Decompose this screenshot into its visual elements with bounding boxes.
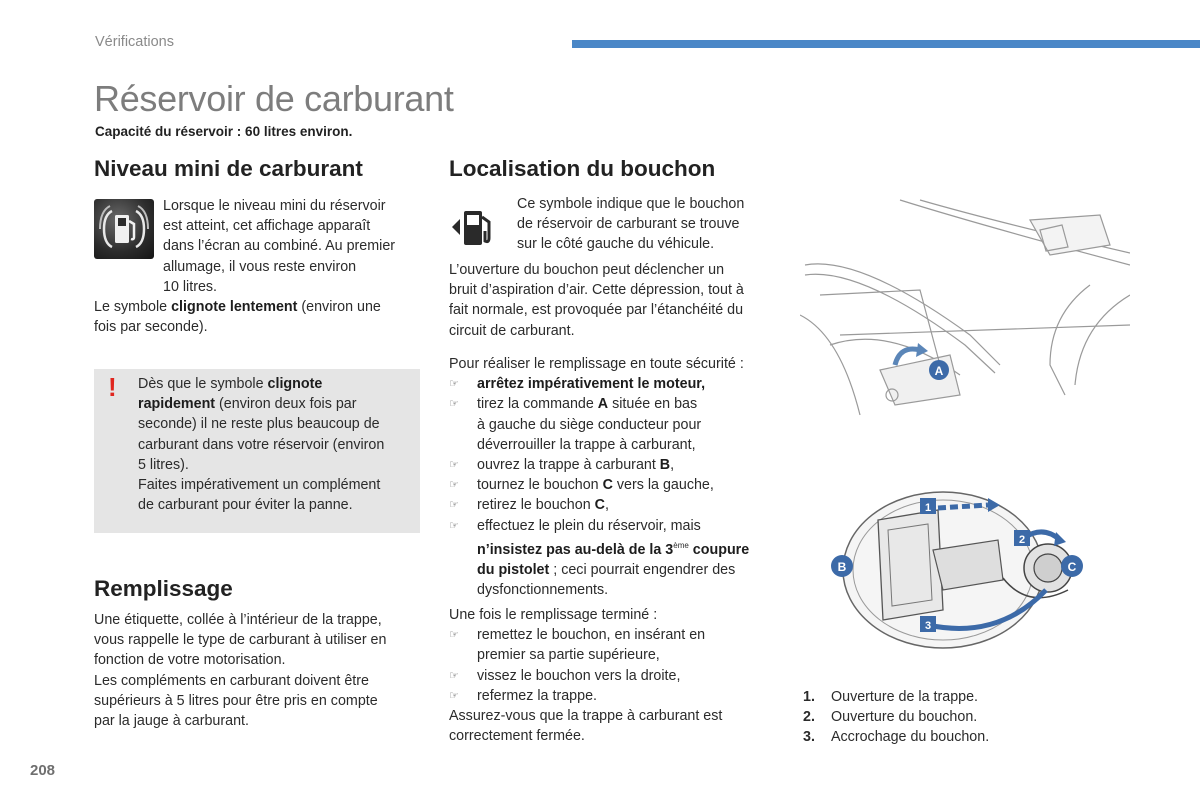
step-1-marker: 1	[924, 502, 932, 514]
legend-item: 1. Ouverture de la trappe.	[803, 689, 979, 705]
warning-exclamation-icon: !	[108, 372, 117, 402]
capacity-note: Capacité du réservoir : 60 litres environ.	[95, 124, 353, 139]
step-item: ☞ arrêtez impérativement le moteur,	[449, 374, 779, 394]
heading-remplissage: Remplissage	[94, 576, 233, 601]
refuel-steps: Pour réaliser le remplissage en toute sécurité : ☞ arrêtez impérativement le moteur, ☞ tirez la commande A située en bas à gauche du siège conducteur pour déverrouiller la trappe à carburant, ☞ ouvrez la trappe à carburant B, ☞ tournez le bouchon C vers la gauche, ☞ retirez le bouchon C, ☞ effectuez le plein du réservoir, mais n’insistez pas au-delà de la 3ème coupure du pistolet ; ceci pourrait engendrer des dysfonctionnements.	[449, 354, 779, 600]
hand-pointer-icon: ☞	[449, 689, 459, 702]
step-item: ☞ retirez le bouchon C,	[449, 495, 779, 515]
section-label: Vérifications	[95, 34, 174, 50]
step-item: ☞ effectuez le plein du réservoir, mais n’insistez pas au-delà de la 3ème coupure du pistolet ; ceci pourrait engendrer des dysfonctionnements.	[449, 517, 750, 598]
legend-item: 3. Accrochage du bouchon.	[803, 729, 990, 746]
figure-release-lever	[800, 195, 1130, 417]
blink-slow-paragraph: Le symbole clignote lentement (environ une fois par seconde).	[94, 299, 381, 336]
hand-pointer-icon: ☞	[449, 519, 459, 532]
heading-niveau-mini: Niveau mini de carburant	[94, 156, 363, 181]
hand-pointer-icon: ☞	[449, 629, 459, 642]
figure-legend	[803, 687, 1093, 748]
after-refuel-steps: Une fois le remplissage terminé : ☞ remettez le bouchon, en insérant en premier sa partie supérieure, ☞ vissez le bouchon vers la droite, ☞ refermez la trappe.	[449, 605, 779, 706]
header-accent-bar	[572, 40, 1200, 48]
hand-pointer-icon: ☞	[449, 459, 459, 472]
heading-localisation: Localisation du bouchon	[449, 156, 716, 181]
warning-text: Dès que le symbole clignote rapidement (environ deux fois par seconde) il ne reste plus beaucoup de carburant dans votre réservoir (environ 5 litres). Faites impérativement un complément de carburant pour éviter la panne.	[138, 376, 385, 514]
step-item: ☞ vissez le bouchon vers la droite,	[449, 666, 779, 686]
remplissage-paragraph: Une étiquette, collée à l’intérieur de la trappe, vous rappelle le type de carburant à utiliser en fonction de votre motorisation. Les compléments en carburant doivent être supérieurs à 5 litres pour être pris en compte par la jauge à carburant.	[94, 612, 387, 730]
label-b: B	[837, 560, 847, 574]
hand-pointer-icon: ☞	[449, 479, 459, 492]
niveau-paragraph: Lorsque le niveau mini du réservoir est atteint, cet affichage apparaît dans l’écran au combiné. Au premier allumage, il vous reste environ 10 litres.	[163, 198, 396, 295]
step-item: ☞ tirez la commande A située en bas à gauche du siège conducteur pour déverrouiller la trappe à carburant,	[449, 396, 702, 453]
label-a: A	[934, 364, 944, 378]
step-item: ☞ refermez la trappe.	[449, 686, 779, 706]
hand-pointer-icon: ☞	[449, 669, 459, 682]
step-3-marker: 3	[924, 620, 932, 632]
page-number: 208	[30, 762, 56, 779]
symbol-paragraph: Ce symbole indique que le bouchon de réservoir de carburant se trouve sur le côté gauche du véhicule.	[517, 196, 745, 253]
step-item: ☞ tournez le bouchon C vers la gauche,	[449, 475, 779, 495]
hand-pointer-icon: ☞	[449, 499, 459, 512]
fuel-pump-left-arrow-icon	[452, 205, 500, 249]
hand-pointer-icon: ☞	[449, 378, 459, 391]
closing-note: Assurez-vous que la trappe à carburant est correctement fermée.	[449, 708, 723, 745]
hand-pointer-icon: ☞	[449, 398, 459, 411]
label-c: C	[1067, 560, 1077, 574]
page-title: Réservoir de carburant	[94, 78, 454, 119]
figure-fuel-cap	[828, 490, 1098, 650]
step-2-marker: 2	[1018, 534, 1026, 546]
step-item: ☞ remettez le bouchon, en insérant en premier sa partie supérieure,	[449, 627, 706, 664]
legend-item: 2. Ouverture du bouchon.	[803, 709, 978, 726]
step-item: ☞ ouvrez la trappe à carburant B,	[449, 455, 779, 475]
ouverture-paragraph: L’ouverture du bouchon peut déclencher un bruit d’aspiration d’air. Cette dépression, tout à fait normale, est provoquée par l’étanchéité du circuit de carburant.	[449, 262, 744, 339]
low-fuel-warning-icon	[94, 199, 154, 259]
